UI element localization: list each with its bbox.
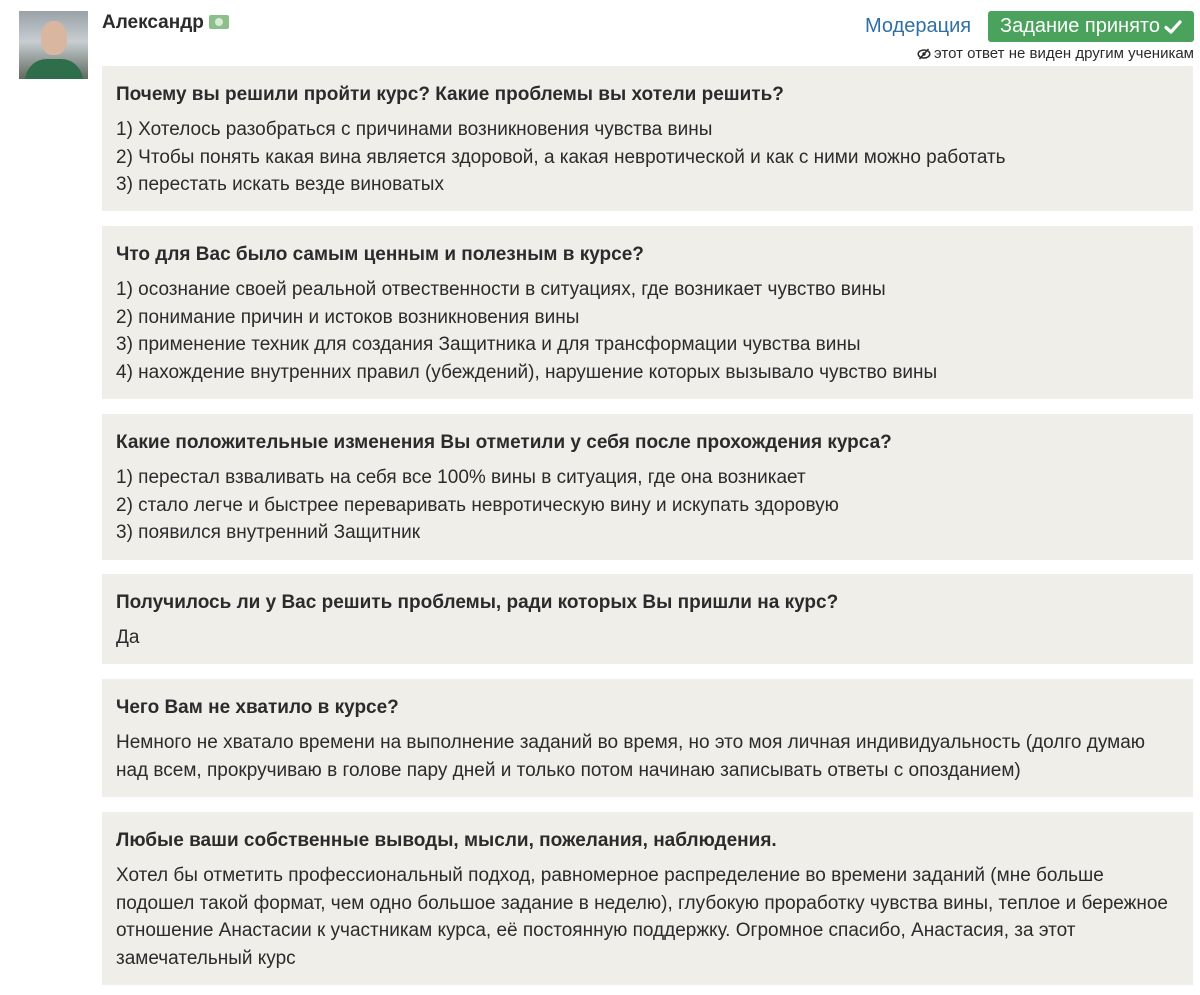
qa-block-reasons bbox=[102, 66, 1193, 211]
qa-answer bbox=[116, 276, 1179, 386]
qa-block-changes bbox=[102, 414, 1193, 560]
qa-question: Почему вы решили пройти курс? Какие проблемы вы хотели решить? bbox=[116, 84, 784, 105]
qa-answer bbox=[116, 862, 1179, 972]
username-text[interactable]: Александр bbox=[102, 12, 204, 33]
answer-line: 3) перестать искать везде виноватых bbox=[116, 174, 444, 195]
answer-line: 1) Хотелось разобраться с причинами возникновения чувства вины bbox=[116, 119, 713, 140]
visibility-note-text: этот ответ не виден другим ученикам bbox=[934, 45, 1194, 62]
username bbox=[102, 12, 229, 34]
qa-block-solved bbox=[102, 574, 1193, 664]
qa-block-valuable bbox=[102, 226, 1193, 399]
qa-block-missing bbox=[102, 679, 1193, 797]
eye-slash-icon bbox=[917, 48, 931, 60]
answer-line: 1) перестал взваливать на себя все 100% вины в ситуация, где она возникает bbox=[116, 467, 806, 488]
answer-line: 2) стало легче и быстрее переваривать невротическую вину и искупать здоровую bbox=[116, 494, 839, 516]
qa-question: Что для Вас было самым ценным и полезным в курсе? bbox=[116, 244, 644, 265]
visibility-note bbox=[900, 45, 1194, 62]
avatar-shirt bbox=[25, 59, 83, 79]
qa-question: Какие положительные изменения Вы отметили у себя после прохождения курса? bbox=[116, 432, 892, 453]
answer-line: 3) появился внутренний Защитник bbox=[116, 522, 420, 543]
qa-answer bbox=[116, 464, 1179, 547]
task-accepted-button[interactable] bbox=[988, 11, 1194, 42]
answer-line: 3) применение техник для создания Защитника и для трансформации чувства вины bbox=[116, 334, 861, 355]
answer-line: 4) нахождение внутренних правил (убеждений), нарушение которых вызывало чувство вины bbox=[116, 361, 938, 383]
qa-question: Чего Вам не хватило в курсе? bbox=[116, 697, 399, 718]
qa-answer bbox=[116, 116, 1179, 199]
answer-line: Немного не хватало времени на выполнение заданий во время, но это моя личная индивидуальность (долго думаю над всем, прокручиваю в голове пару дней и только потом начинаю записывать ответы с опозданием) bbox=[116, 732, 1146, 781]
task-accepted-label: Задание принято bbox=[1000, 15, 1160, 37]
qa-answer bbox=[116, 624, 1179, 652]
money-icon bbox=[209, 15, 229, 29]
answer-line: 2) Чтобы понять какая вина является здоровой, а какая невротической и как с ними можно работать bbox=[116, 146, 1006, 168]
avatar-face bbox=[41, 21, 67, 55]
qa-answer bbox=[116, 729, 1179, 784]
qa-question: Любые ваши собственные выводы, мысли, пожелания, наблюдения. bbox=[116, 830, 777, 851]
moderation-link[interactable]: Модерация bbox=[865, 15, 972, 37]
qa-question: Получилось ли у Вас решить проблемы, ради которых Вы пришли на курс? bbox=[116, 592, 839, 613]
answer-line: 2) понимание причин и истоков возникновения вины bbox=[116, 306, 580, 328]
answer-line: Да bbox=[116, 627, 140, 648]
answer-line: Хотел бы отметить профессиональный подход, равномерное распределение во времени заданий (мне больше подошел такой формат, чем одно большое задание в неделю), глубокую проработку чувства вины, теплое и бережное отношение Анастасии к участникам курса, её постоянную поддержку. Огромное спасибо, Анастасия, за этот замечательный курс bbox=[116, 865, 1168, 969]
answer-line: 1) осознание своей реальной отвественности в ситуациях, где возникает чувство вины bbox=[116, 279, 886, 300]
check-icon bbox=[1164, 19, 1182, 35]
qa-block-thoughts bbox=[102, 812, 1193, 985]
avatar[interactable] bbox=[19, 11, 88, 79]
